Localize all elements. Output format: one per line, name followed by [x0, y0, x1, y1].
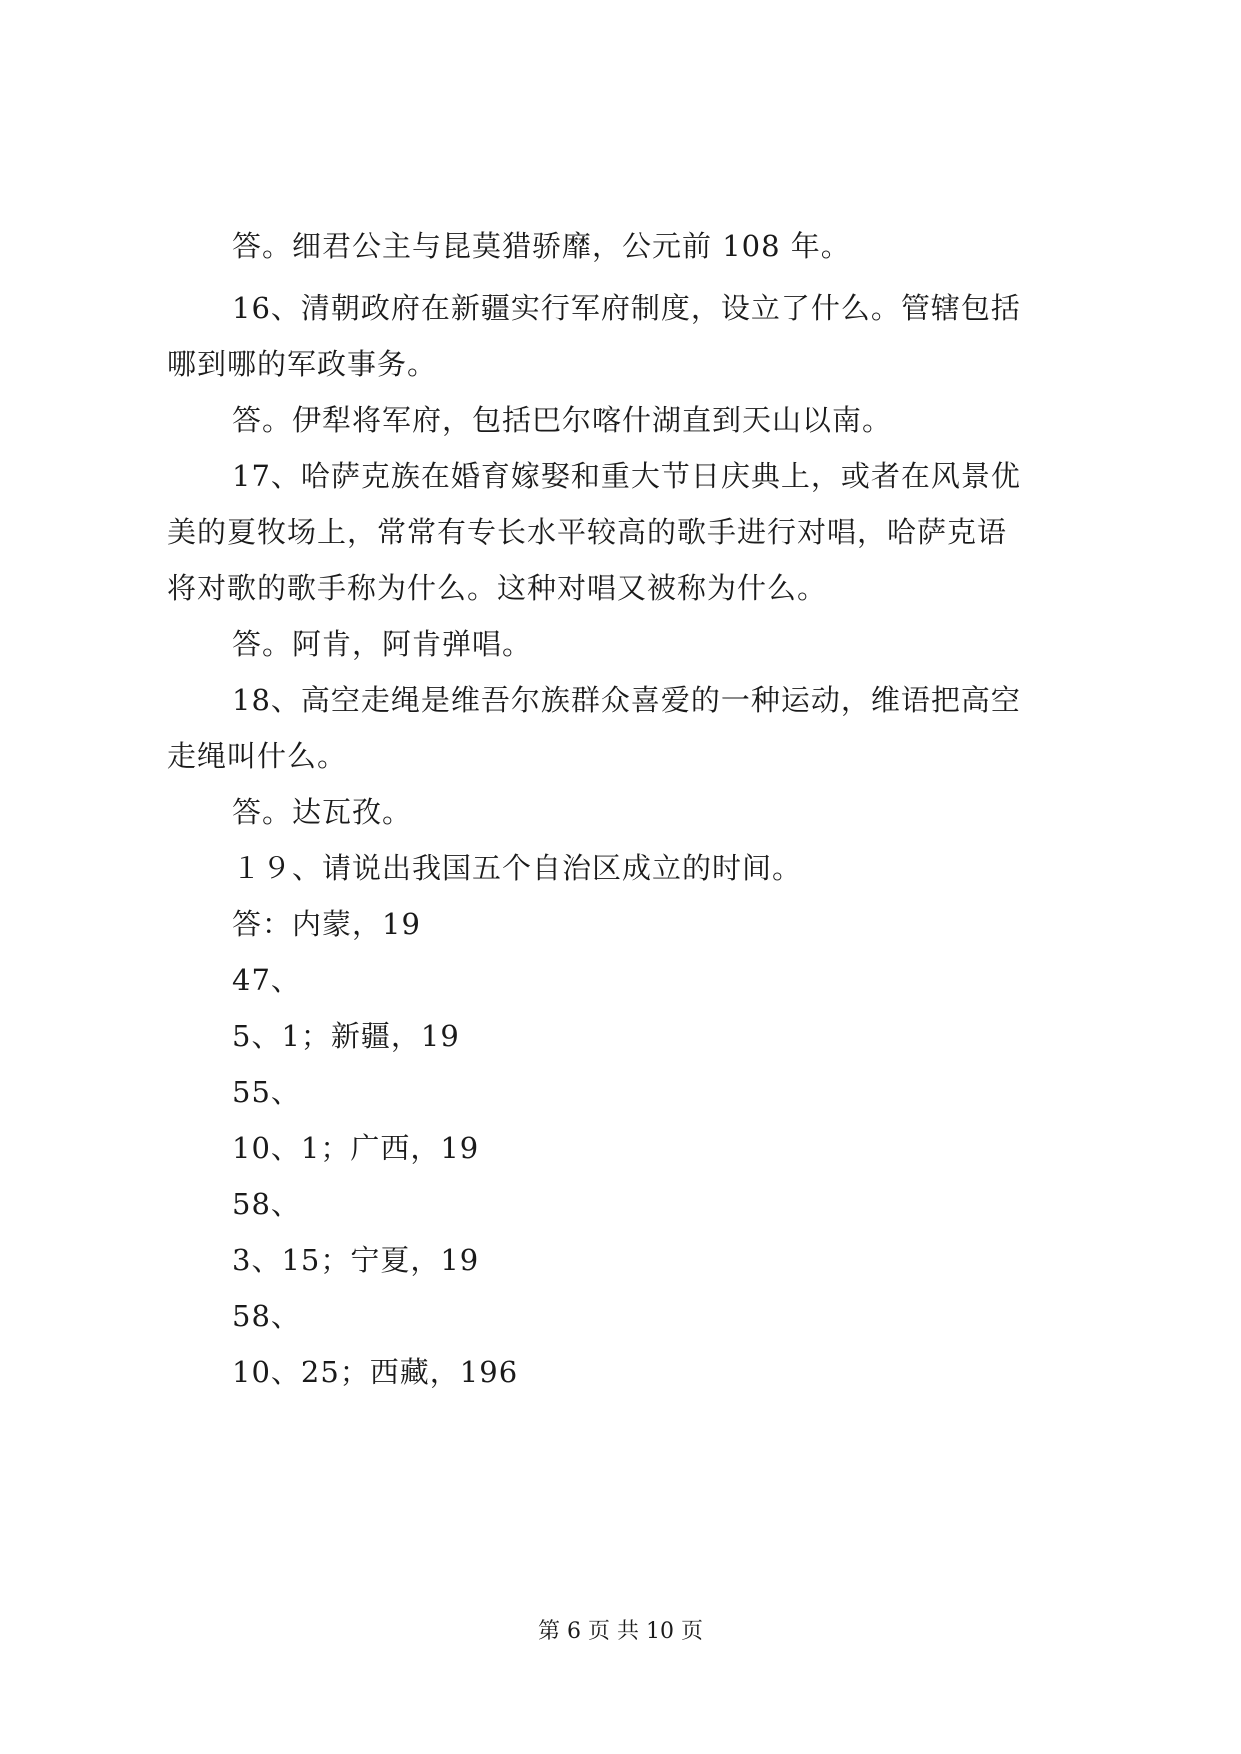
- text-line: 答。阿肯，阿肯弹唱。: [232, 627, 533, 661]
- text-line: １９、请说出我国五个自治区成立的时间。: [232, 851, 803, 885]
- text-line: 美的夏牧场上，常常有专长水平较高的歌手进行对唱，哈萨克语: [167, 515, 1008, 549]
- text-line: 答。伊犁将军府，包括巴尔喀什湖直到天山以南。: [232, 403, 893, 437]
- text-line: 58、: [232, 1299, 301, 1333]
- text-line: 将对歌的歌手称为什么。这种对唱又被称为什么。: [167, 571, 828, 605]
- text-line: 3、15；宁夏，19: [232, 1243, 480, 1277]
- text-line: 答。达瓦孜。: [232, 795, 413, 829]
- page-footer: 第 6 页 共 10 页: [538, 1619, 703, 1644]
- text-line: 18、高空走绳是维吾尔族群众喜爱的一种运动，维语把高空: [232, 683, 1021, 717]
- text-line: 55、: [232, 1075, 301, 1109]
- text-line: 答：内蒙，19: [232, 907, 421, 941]
- text-line: 哪到哪的军政事务。: [167, 347, 438, 381]
- text-line: 5、1；新疆，19: [232, 1019, 460, 1053]
- text-line: 58、: [232, 1187, 301, 1221]
- text-line: 答。细君公主与昆莫猎骄靡，公元前 108 年。: [232, 229, 851, 263]
- text-line: 16、清朝政府在新疆实行军府制度，设立了什么。管辖包括: [232, 291, 1021, 325]
- text-line: 47、: [232, 963, 301, 997]
- text-line: 10、1；广西，19: [232, 1131, 480, 1165]
- text-line: 17、哈萨克族在婚育嫁娶和重大节日庆典上，或者在风景优: [232, 459, 1021, 493]
- text-line: 走绳叫什么。: [167, 739, 348, 773]
- text-line: 10、25；西藏，196: [232, 1355, 519, 1389]
